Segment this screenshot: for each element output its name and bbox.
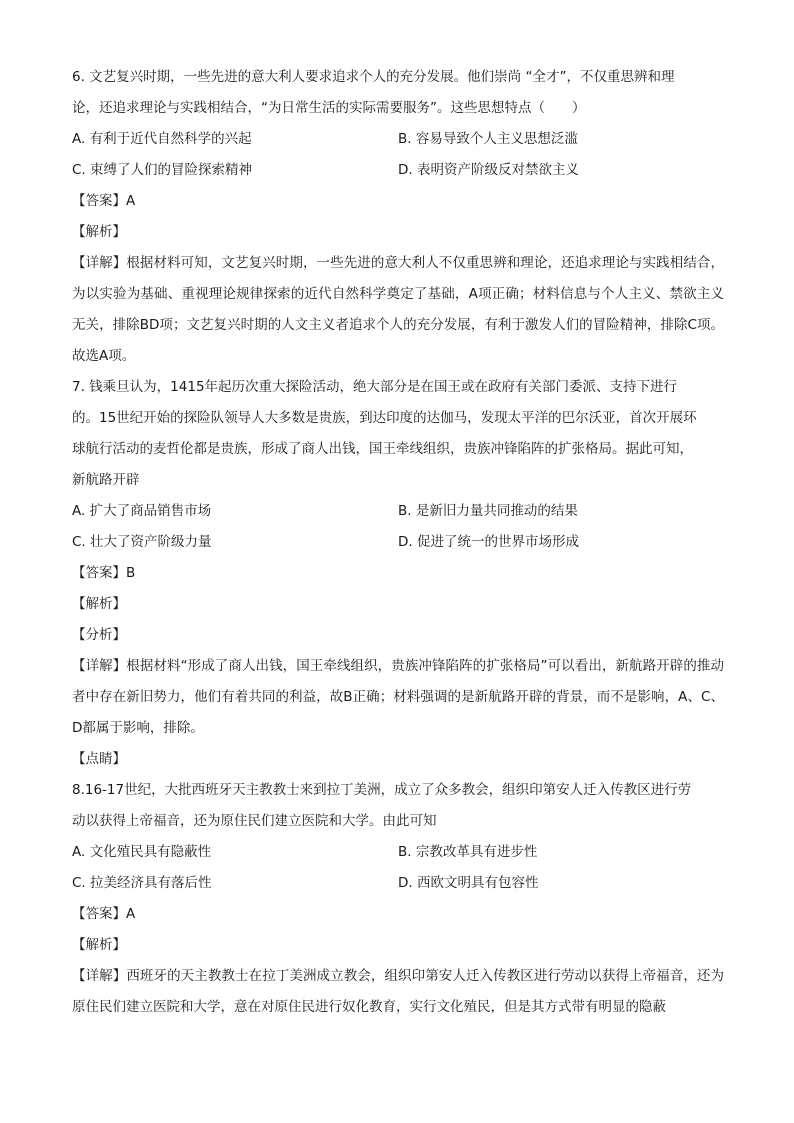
detail-paragraph: 【详解】西班牙的天主教教士在拉丁美洲成立教会，组织印第安人迁入传教区进行劳动以获得上帝福音，还为原住民们建立医院和大学，意在对原住民进行奴化教育，实行文化殖民，但是其方式带有明显的隐蔽 xyxy=(72,968,724,1015)
question-stem-line: 6. 文艺复兴时期，一些先进的意大利人要求追求个人的充分发展。他们崇尚 “全才”，不仅重思辨和理 xyxy=(72,69,675,85)
question-stem-line: 动以获得上帝福音，还为原住民们建立医院和大学。由此可知 xyxy=(72,813,437,829)
question-8 xyxy=(72,775,724,1023)
question-list xyxy=(72,62,724,1023)
answer-label: 【答案】A xyxy=(72,906,136,922)
option-row xyxy=(72,868,724,899)
dianjing-label: 【点睛】 xyxy=(72,751,126,767)
option-row xyxy=(72,124,724,155)
question-stem-line: 7. 钱乘旦认为，1415年起历次重大探险活动，绝大部分是在国王或在政府有关部门委派、支持下进行 xyxy=(72,379,678,395)
option-b: B. 是新旧力量共同推动的结果 xyxy=(398,503,578,519)
question-stem-line: 的。15世纪开始的探险队领导人大多数是贵族，到达印度的达伽马，发现太平洋的巴尔沃亚，首次开展环 xyxy=(72,410,697,426)
option-row xyxy=(72,496,724,527)
option-row xyxy=(72,527,724,558)
option-row xyxy=(72,837,724,868)
option-d: D. 促进了统一的世界市场形成 xyxy=(398,534,579,550)
answer-label: 【答案】A xyxy=(72,193,136,209)
question-stem-line: 球航行活动的麦哲伦都是贵族，形成了商人出钱，国王牵线组织，贵族冲锋陷阵的扩张格局。据此可知， xyxy=(72,441,693,457)
question-stem-line: 8.16-17世纪，大批西班牙天主教教士来到拉丁美洲，成立了众多教会，组织印第安人迁入传教区进行劳 xyxy=(72,782,692,798)
option-b: B. 宗教改革具有进步性 xyxy=(398,844,538,860)
analysis-label: 【解析】 xyxy=(72,937,126,953)
option-a: A. 扩大了商品销售市场 xyxy=(72,503,212,519)
answer-label: 【答案】B xyxy=(72,565,136,581)
question-stem-line: 论，还追求理论与实践相结合，“为日常生活的实际需要服务”。这些思想特点（ ） xyxy=(72,100,586,116)
option-row xyxy=(72,155,724,186)
analysis-label: 【解析】 xyxy=(72,224,126,240)
question-stem-line: 新航路开辟 xyxy=(72,472,140,488)
option-c: C. 壮大了资产阶级力量 xyxy=(72,534,212,550)
detail-paragraph: 【详解】根据材料“形成了商人出钱，国王牵线组织，贵族冲锋陷阵的扩张格局”可以看出，新航路开辟的推动者中存在新旧势力，他们有着共同的利益，故B正确；材料强调的是新航路开辟的背景，而不是影响，A、C、D都属于影响，排除。 xyxy=(72,658,724,736)
option-b: B. 容易导致个人主义思想泛滥 xyxy=(398,131,578,147)
question-6 xyxy=(72,62,724,372)
option-c: C. 拉美经济具有落后性 xyxy=(72,875,212,891)
option-d: D. 西欧文明具有包容性 xyxy=(398,875,539,891)
option-c: C. 束缚了人们的冒险探索精神 xyxy=(72,162,253,178)
question-7 xyxy=(72,372,724,775)
fenxi-label: 【分析】 xyxy=(72,627,126,643)
detail-paragraph: 【详解】根据材料可知，文艺复兴时期，一些先进的意大利人不仅重思辨和理论，还追求理论与实践相结合，为以实验为基础、重视理论规律探索的近代自然科学奠定了基础，A项正确；材料信息与个人主义、禁欲主义无关，排除BD项；文艺复兴时期的人文主义者追求个人的充分发展，有利于激发人们的冒险精神，排除C项。故选A项。 xyxy=(72,255,724,364)
option-d: D. 表明资产阶级反对禁欲主义 xyxy=(398,162,579,178)
analysis-label: 【解析】 xyxy=(72,596,126,612)
option-a: A. 有利于近代自然科学的兴起 xyxy=(72,131,252,147)
option-a: A. 文化殖民具有隐蔽性 xyxy=(72,844,212,860)
